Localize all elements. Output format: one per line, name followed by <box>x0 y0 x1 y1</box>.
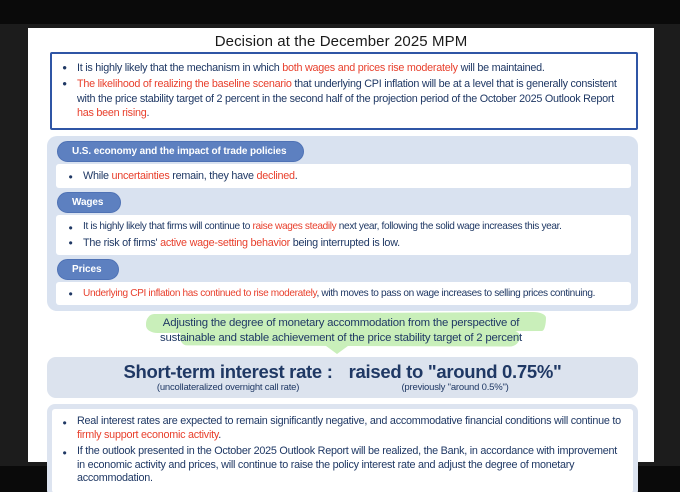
bullet-icon: ● <box>68 222 73 232</box>
section-strip-us-economy <box>56 164 631 188</box>
outlook-bullet-2 <box>59 445 623 485</box>
section-pill-wages: Wages <box>57 192 121 213</box>
summary-bullet-2 <box>59 77 628 120</box>
decision-value-column <box>349 361 562 393</box>
page-title: Decision at the December 2025 MPM <box>214 33 468 50</box>
bullet-icon: ● <box>62 417 67 427</box>
section-pill-us-economy: U.S. economy and the impact of trade policies <box>57 141 304 162</box>
transition-line-1: Adjusting the degree of monetary accommodation from the perspective of <box>162 317 520 330</box>
us-economy-bullet-1 <box>65 169 625 183</box>
decision-label-column <box>124 361 333 393</box>
bullet-icon: ● <box>68 289 73 299</box>
bullet-icon: ● <box>68 171 73 181</box>
section-strip-wages <box>56 215 631 255</box>
outlook-bullet-2-text: If the outlook presented in the October 2025 Outlook Report will be realized, the Bank, in accordance with improvement in economic activity and prices, will continue to raise the policy interest rate and adjust the degree of monetary accommodation. <box>77 445 618 485</box>
summary-bullet-1-text: It is highly likely that the mechanism in which both wages and prices rise moderately will be maintained. <box>77 62 545 74</box>
prices-bullet-1-text: Underlying CPI inflation has continued to rise moderately, with moves to pass on wage increases to selling prices continuing. <box>83 287 596 299</box>
wages-bullet-2-text: The risk of firms' active wage-setting behavior being interrupted is low. <box>83 236 400 249</box>
decision-value-note: (previously "around 0.5%") <box>401 382 509 394</box>
decision-value: raised to "around 0.75%" <box>348 361 562 383</box>
sections-panel <box>47 136 638 311</box>
section-pill-prices: Prices <box>57 259 119 280</box>
outlook-box <box>47 404 638 492</box>
wages-bullet-1 <box>65 220 625 233</box>
outlook-bullet-1-text: Real interest rates are expected to remain significantly negative, and accommodative financial conditions will continue to firmly support economic activity. <box>77 415 621 441</box>
decision-panel <box>47 357 638 398</box>
transition-line-2: sustainable and stable achievement of the price stability target of 2 percent <box>160 331 522 344</box>
bullet-icon: ● <box>62 79 67 89</box>
wages-bullet-1-text: It is highly likely that firms will continue to raise wages steadily next year, following the solid wage increases this year. <box>83 221 562 233</box>
summary-bullet-2-text: The likelihood of realizing the baseline scenario that underlying CPI inflation will be at a level that is generally consistent with the price stability target of 2 percent in the second half of the projection period of the October 2025 Outlook Report has been rising. <box>77 78 617 119</box>
prices-bullet-1 <box>65 287 625 300</box>
slide <box>28 28 654 485</box>
bullet-icon: ● <box>62 447 67 457</box>
section-strip-prices <box>56 282 631 305</box>
bullet-icon: ● <box>62 63 67 72</box>
decision-label: Short-term interest rate : <box>123 361 333 383</box>
us-economy-bullet-1-text: While uncertainties remain, they have declined. <box>83 170 298 182</box>
transition-statement <box>28 316 654 352</box>
summary-box <box>50 52 638 130</box>
decision-label-note: (uncollateralized overnight call rate) <box>156 382 300 394</box>
summary-bullet-1 <box>59 61 628 75</box>
wages-bullet-2 <box>65 236 625 250</box>
bullet-icon: ● <box>68 238 73 248</box>
outlook-bullet-1 <box>59 415 623 442</box>
